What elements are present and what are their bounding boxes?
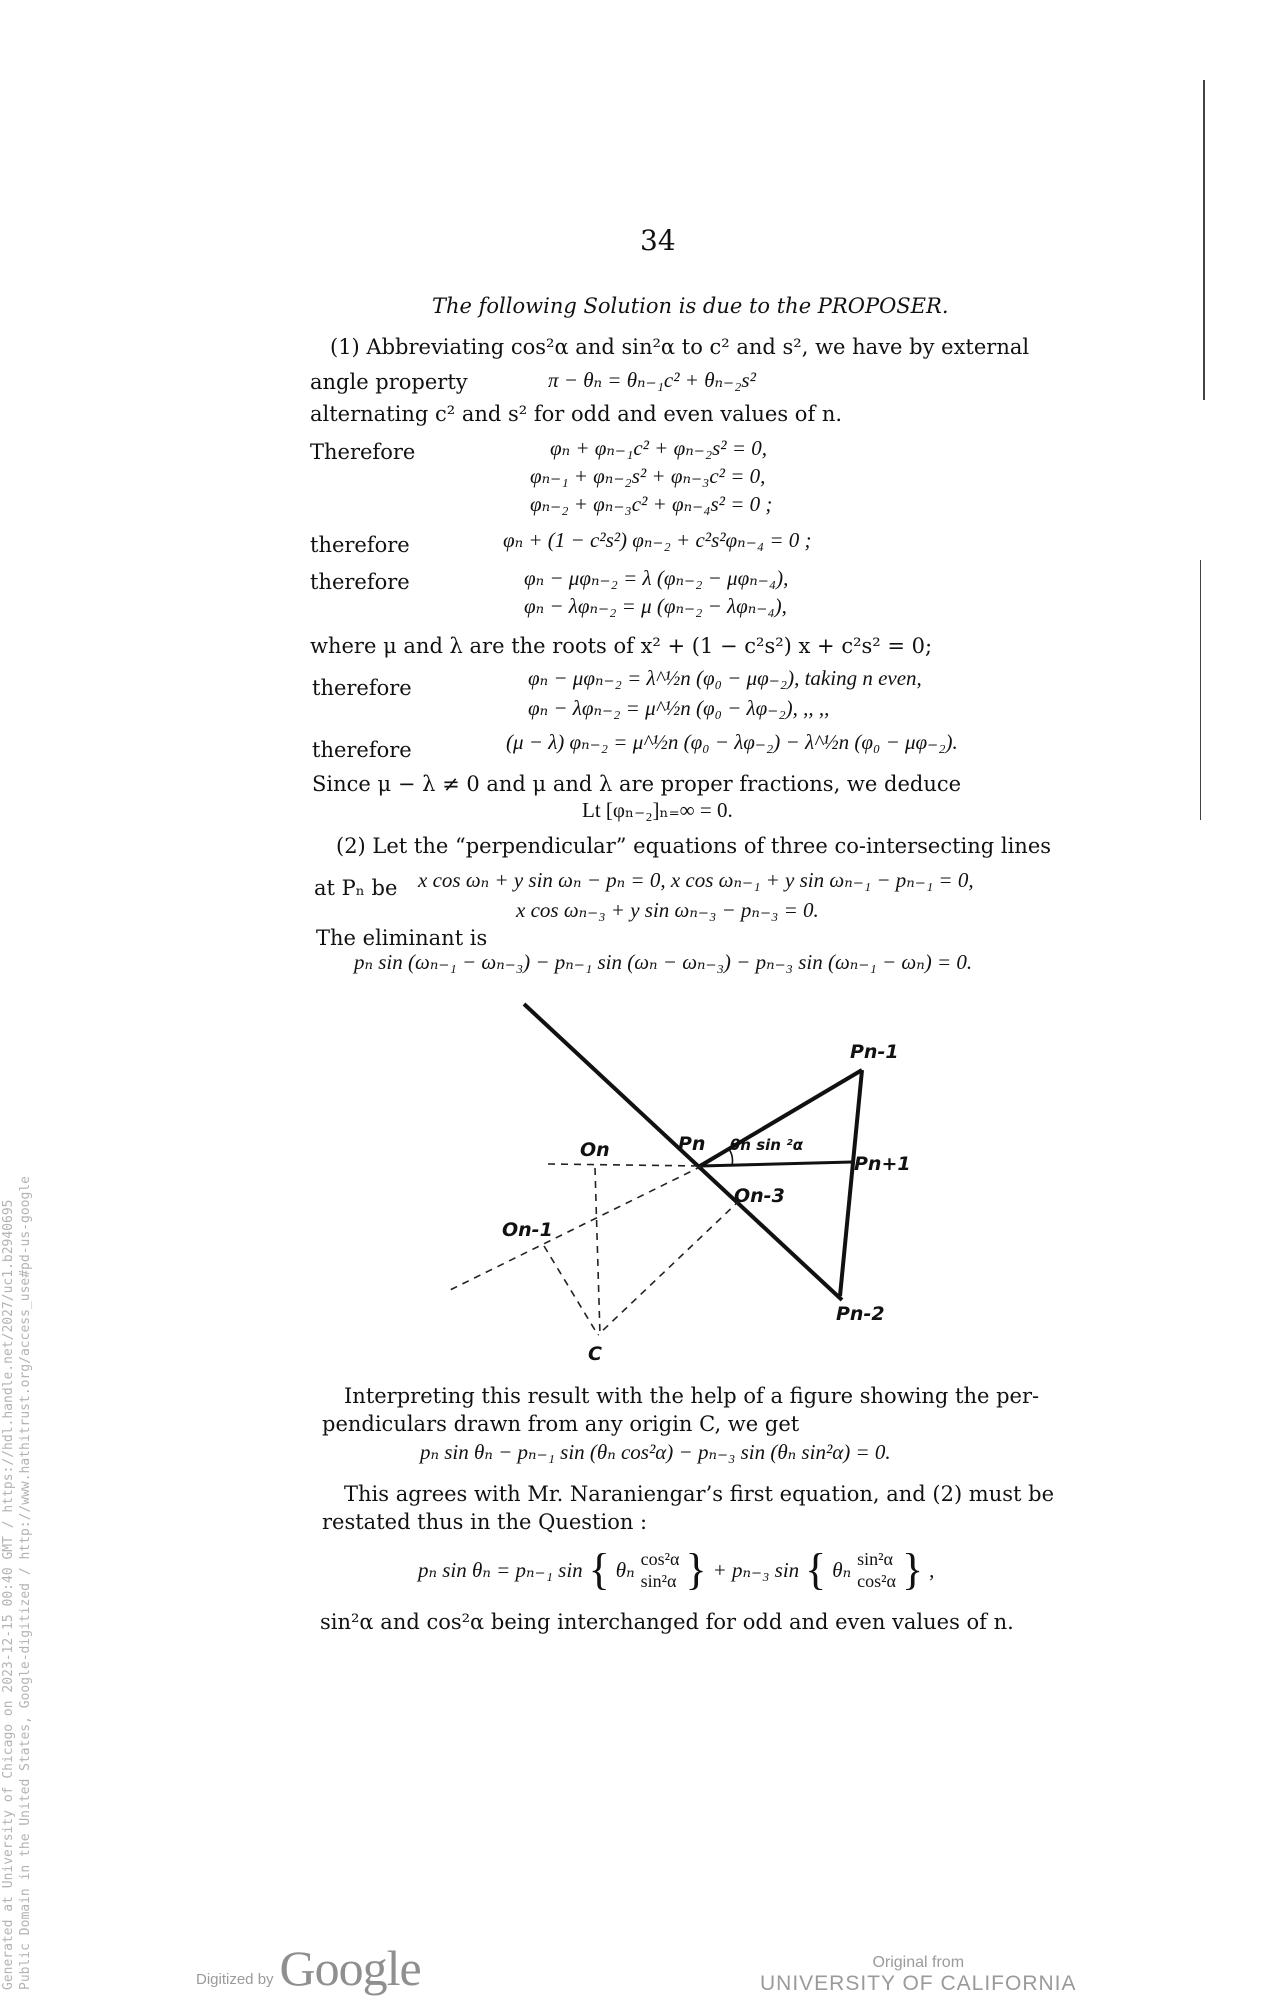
final-equation-mid: + pₙ₋₃ sin	[712, 1558, 800, 1582]
stacked-alternatives	[641, 1548, 680, 1592]
page-edge-line	[1203, 80, 1205, 400]
left-brace: {	[805, 1545, 827, 1594]
digitized-by-google	[196, 1940, 421, 1996]
equation: φₙ − λφₙ₋₂ = μ (φₙ₋₂ − λφₙ₋₄),	[524, 594, 787, 618]
text-line: pendiculars drawn from any origin C, we get	[322, 1412, 800, 1436]
university-text: UNIVERSITY OF CALIFORNIA	[760, 1972, 1077, 1995]
label-o-n: On	[580, 1139, 610, 1161]
equation: φₙ − μφₙ₋₂ = λ (φₙ₋₂ − μφₙ₋₄),	[524, 566, 789, 590]
therefore-label: therefore	[312, 738, 412, 762]
right-brace: }	[901, 1545, 924, 1594]
label-p-n: Pn	[678, 1133, 706, 1155]
original-from-text: Original from	[872, 1954, 965, 1971]
final-equation-lhs: pₙ sin θₙ = pₙ₋₁ sin	[418, 1558, 583, 1582]
text-line: sin²α and cos²α being interchanged for odd and even values of n.	[320, 1610, 1014, 1634]
alternative-top: sin²α	[857, 1549, 893, 1569]
dash-on3-c	[598, 1200, 740, 1335]
equation: Lt [φₙ₋₂]ₙ₌∞ = 0.	[582, 798, 733, 822]
therefore-label: Therefore	[310, 440, 416, 464]
label-c: C	[588, 1343, 602, 1365]
label-p-n-plus-1: Pn+1	[854, 1153, 911, 1175]
equation: x cos ωₙ₋₃ + y sin ωₙ₋₃ − pₙ₋₃ = 0.	[516, 898, 819, 922]
text-line: alternating c² and s² for odd and even values of n.	[310, 402, 843, 426]
final-equation	[418, 1545, 935, 1594]
line-pn-pnplus1	[700, 1162, 852, 1166]
page-number: 34	[640, 224, 676, 257]
equation: (μ − λ) φₙ₋₂ = μ^½n (φ₀ − λφ₋₂) − λ^½n (φ₀ − μφ₋₂).	[506, 730, 958, 754]
solution-heading: The following Solution is due to the PROPOSER.	[432, 294, 949, 318]
equation: pₙ sin θₙ − pₙ₋₁ sin (θₙ cos²α) − pₙ₋₃ sin (θₙ sin²α) = 0.	[420, 1440, 891, 1464]
label-o-n-minus-3: On-3	[734, 1185, 785, 1207]
paragraph-2-line: (2) Let the “perpendicular” equations of three co-intersecting lines	[336, 834, 1052, 858]
label-p-n-minus-2: Pn-2	[836, 1303, 885, 1325]
equation: φₙ₋₂ + φₙ₋₃c² + φₙ₋₄s² = 0 ;	[530, 492, 773, 516]
theta-term: θₙ	[832, 1558, 852, 1582]
paragraph-1-line: (1) Abbreviating cos²α and sin²α to c² and s², we have by external	[330, 335, 1030, 359]
equation: pₙ sin (ωₙ₋₁ − ωₙ₋₃) − pₙ₋₁ sin (ωₙ − ωₙ₋₃) − pₙ₋₃ sin (ωₙ₋₁ − ωₙ) = 0.	[354, 950, 973, 974]
original-from	[760, 1954, 1077, 1996]
dash-on1-c	[544, 1246, 598, 1335]
page-edge-line	[1200, 560, 1201, 820]
line-pn1-pn2	[840, 1070, 862, 1296]
equation: φₙ − λφₙ₋₂ = μ^½n (φ₀ − λφ₋₂), ,, ,,	[528, 696, 830, 720]
text-line: The eliminant is	[316, 926, 488, 950]
therefore-label: therefore	[310, 533, 410, 557]
text-line: restated thus in the Question :	[322, 1510, 648, 1534]
text-line: Since μ − λ ≠ 0 and μ and λ are proper fractions, we deduce	[312, 772, 962, 796]
therefore-label: therefore	[312, 676, 412, 700]
equation: φₙ + (1 − c²s²) φₙ₋₂ + c²s²φₙ₋₄ = 0 ;	[503, 528, 812, 552]
stacked-alternatives	[857, 1548, 896, 1592]
equation: π − θₙ = θₙ₋₁c² + θₙ₋₂s²	[548, 368, 756, 392]
therefore-label: therefore	[310, 570, 410, 594]
label-angle: θn sin ²α	[730, 1136, 804, 1154]
alternative-bottom: sin²α	[640, 1571, 677, 1591]
label-o-n-minus-1: On-1	[502, 1219, 553, 1241]
theta-term: θₙ	[615, 1558, 635, 1582]
alternative-top: cos²α	[640, 1549, 680, 1569]
text-line: This agrees with Mr. Naraniengar’s first equation, and (2) must be	[344, 1482, 1055, 1506]
digitized-by-text: Digitized by	[196, 1971, 274, 1988]
equation: φₙ + φₙ₋₁c² + φₙ₋₂s² = 0,	[550, 436, 768, 460]
final-equation-end: ,	[929, 1558, 935, 1582]
label-p-n-minus-1: Pn-1	[850, 1041, 899, 1063]
google-logo: Google	[279, 1940, 421, 1996]
watermark-line: Public Domain in the United States, Google-digitized / http://www.hathitrust.org/access_use#pd-us-google	[18, 1176, 33, 1990]
left-brace: {	[588, 1545, 610, 1594]
hathitrust-watermark	[0, 1176, 34, 2000]
alternative-bottom: cos²α	[857, 1571, 896, 1591]
watermark-line: Generated at University of Chicago on 2023-12-15 00:40 GMT / https://hdl.handle.net/2027/uc1.b2940695	[1, 1199, 16, 1990]
equation: φₙ − μφₙ₋₂ = λ^½n (φ₀ − μφ₋₂), taking n even,	[528, 666, 922, 690]
right-brace: }	[685, 1545, 707, 1594]
text-line: at Pₙ be	[314, 876, 398, 900]
text-line: Interpreting this result with the help of a figure showing the per-	[344, 1384, 1040, 1408]
text-line: angle property	[310, 370, 468, 394]
equation: x cos ωₙ + y sin ωₙ − pₙ = 0, x cos ωₙ₋₁ + y sin ωₙ₋₁ − pₙ₋₁ = 0,	[418, 868, 974, 892]
equation: φₙ₋₁ + φₙ₋₂s² + φₙ₋₃c² = 0,	[530, 464, 766, 488]
dash-on-horizontal	[548, 1164, 702, 1166]
dash-on-c	[595, 1168, 600, 1335]
text-line: where μ and λ are the roots of x² + (1 − c²s²) x + c²s² = 0;	[310, 634, 933, 658]
geometry-figure	[440, 990, 920, 1370]
